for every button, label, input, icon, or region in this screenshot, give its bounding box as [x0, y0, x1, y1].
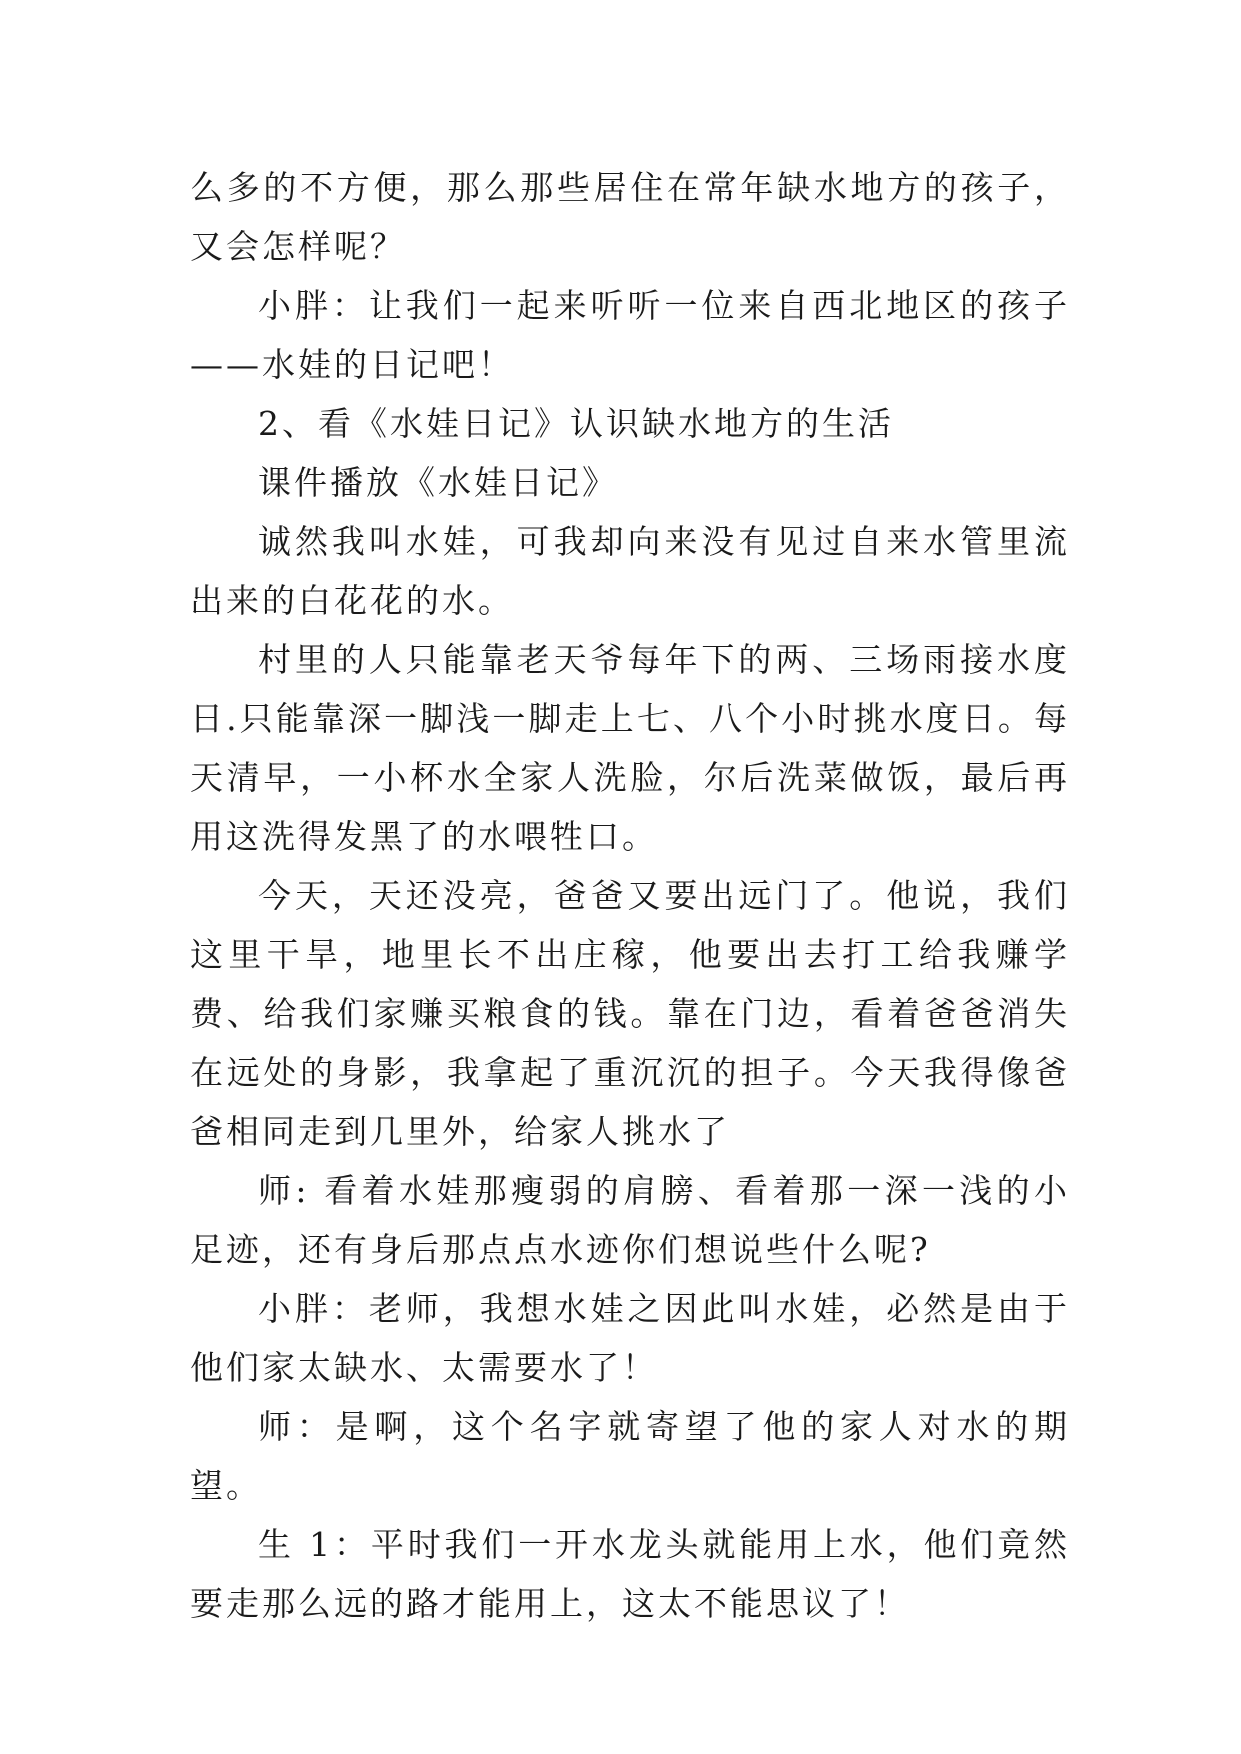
document-page — [190, 158, 1070, 1633]
paragraph-10: 师：是啊，这个名字就寄望了他的家人对水的期望。 — [190, 1407, 1070, 1505]
paragraph-9: 小胖：老师，我想水娃之因此叫水娃，必然是由于他们家太缺水、太需要水了！ — [190, 1289, 1070, 1387]
paragraph-3: 2、看《水娃日记》认识缺水地方的生活 — [258, 404, 894, 443]
paragraph-8: 师: 看着水娃那瘦弱的肩膀、看着那一深一浅的小足迹，还有身后那点点水迹你们想说些什么呢? — [190, 1171, 1070, 1269]
paragraph-11: 生 1：平时我们一开水龙头就能用上水，他们竟然要走那么远的路才能用上，这太不能思议了！ — [190, 1525, 1070, 1623]
paragraph-5: 诚然我叫水娃，可我却向来没有见过自来水管里流出来的白花花的水。 — [190, 522, 1070, 620]
paragraph-4: 课件播放《水娃日记》 — [258, 463, 618, 502]
paragraph-7: 今天，天还没亮，爸爸又要出远门了。他说，我们这里干旱，地里长不出庄稼，他要出去打工给我赚学费、给我们家赚买粮食的钱。靠在门边，看着爸爸消失在远处的身影，我拿起了重沉沉的担子。今天我得像爸爸相同走到几里外，给家人挑水了 — [190, 876, 1070, 1151]
paragraph-6: 村里的人只能靠老天爷每年下的两、三场雨接水度日.只能靠深一脚浅一脚走上七、八个小时挑水度日。每天清早，一小杯水全家人洗脸，尔后洗菜做饭，最后再用这洗得发黑了的水喂牲口。 — [190, 640, 1070, 856]
paragraph-2: 小胖：让我们一起来听听一位来自西北地区的孩子——水娃的日记吧！ — [190, 286, 1070, 384]
paragraph-1: 么多的不方便，那么那些居住在常年缺水地方的孩子，又会怎样呢？ — [190, 168, 1070, 266]
